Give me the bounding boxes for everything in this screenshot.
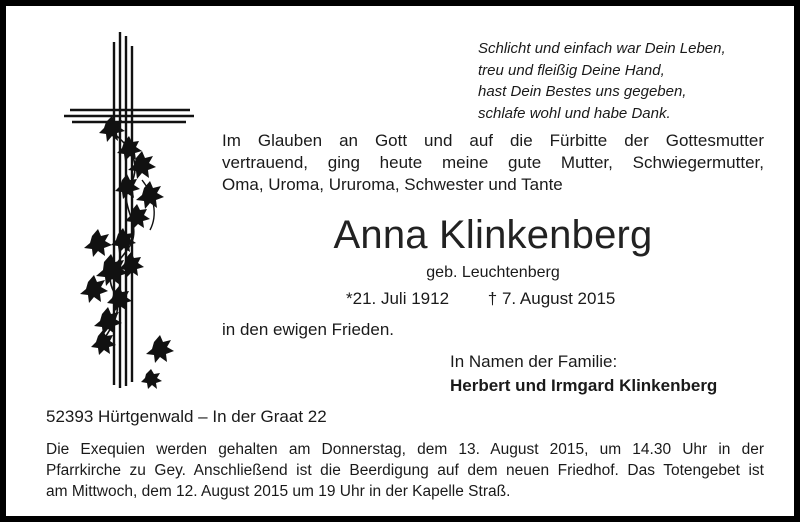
poem — [478, 38, 726, 124]
funeral-line: Pfarrkirche zu Gey. Anschließend ist die Beerdigung auf dem neuen Friedhof. Das Totengebet ist — [46, 462, 764, 479]
funeral-line: Die Exequien werden gehalten am Donnerstag, dem 13. August 2015, um 14.30 Uhr in der — [46, 441, 764, 458]
address: 52393 Hürtgenwald – In der Graat 22 — [46, 407, 327, 426]
deceased-name: Anna Klinkenberg — [333, 213, 653, 257]
birth-date: *21. Juli 1912 — [346, 289, 450, 308]
intro-line: Im Glauben an Gott und auf die Fürbitte der Gottesmutter — [222, 131, 764, 150]
intro-line: vertrauend, ging heute meine gute Mutter, Schwiegermutter, — [222, 153, 764, 172]
family-label: In Namen der Familie: — [450, 352, 618, 371]
life-dates — [346, 288, 615, 310]
family-names: Herbert und Irmgard Klinkenberg — [450, 376, 718, 395]
intro-paragraph — [222, 130, 764, 196]
funeral-details — [46, 439, 764, 502]
funeral-line: am Mittwoch, dem 12. August 2015 um 19 Uhr in der Kapelle Straß. — [46, 483, 511, 500]
poem-line: Schlicht und einfach war Dein Leben, — [478, 40, 726, 57]
poem-line: treu und fleißig Deine Hand, — [478, 61, 665, 79]
peace-text: in den ewigen Frieden. — [222, 320, 395, 339]
birth-name: geb. Leuchtenberg — [426, 264, 560, 281]
poem-line: schlafe wohl und habe Dank. — [478, 104, 671, 122]
family-signature — [450, 350, 717, 398]
poem-line: hast Dein Bestes uns gegeben, — [478, 83, 687, 100]
cross-with-ivy-icon — [62, 30, 202, 390]
intro-line: Oma, Uroma, Ururoma, Schwester und Tante — [222, 175, 563, 194]
death-date: † 7. August 2015 — [487, 289, 616, 308]
